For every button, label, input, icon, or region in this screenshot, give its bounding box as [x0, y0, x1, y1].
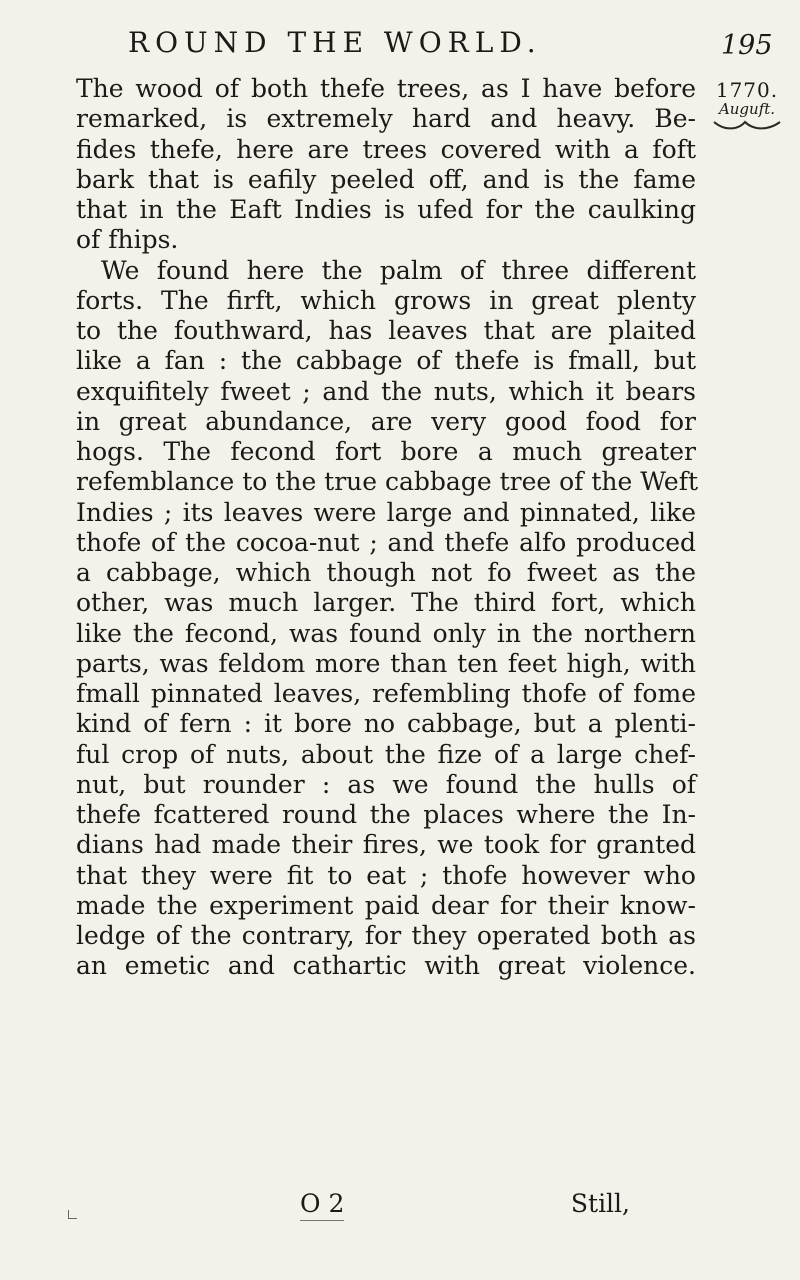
text-line: an emetic and cathartic with great violence.	[76, 951, 696, 981]
signature-mark: O 2	[300, 1189, 345, 1218]
text-line: exquifitely fweet ; and the nuts, which it bears	[76, 376, 696, 406]
text-line: ledge of the contrary, for they operated both as	[76, 921, 696, 950]
text-line: kind of fern : it bore no cabbage, but a plenti-	[76, 709, 696, 739]
margin-month: Auguft.	[718, 100, 776, 118]
text-line: fides thefe, here are trees covered with a foft	[76, 134, 696, 164]
text-line: dians had made their fires, we took for granted	[76, 830, 696, 860]
margin-year: 1770.	[715, 78, 779, 102]
text-line: that in the Eaft Indies is ufed for the caulking	[76, 195, 696, 224]
text-line: that they were fit to eat ; thofe however who	[76, 860, 696, 890]
text-line: parts, was feldom more than ten feet high, with	[76, 648, 696, 678]
page-number: 195	[721, 30, 773, 61]
corner-mark-icon	[68, 1210, 77, 1219]
text-line: in great abundance, are very good food for	[76, 406, 696, 436]
text-line: of fhips.	[76, 225, 179, 255]
text-line: remarked, is extremely hard and heavy. Be-	[76, 104, 696, 134]
margin-brace-icon	[712, 119, 782, 133]
margin-note	[712, 80, 782, 136]
text-line: ful crop of nuts, about the fize of a large chef-	[76, 739, 696, 769]
text-line: We found here the palm of three different	[101, 255, 696, 285]
text-line: a cabbage, which though not fo fweet as the	[76, 558, 696, 587]
running-header: ROUND THE WORLD.	[128, 26, 542, 59]
text-line: fmall pinnated leaves, refembling thofe of fome	[76, 679, 696, 708]
text-line: forts. The firft, which grows in great plenty	[76, 285, 696, 315]
text-line: nut, but rounder : as we found the hulls of	[76, 769, 696, 799]
text-line: other, was much larger. The third fort, which	[76, 588, 696, 618]
text-line: hogs. The fecond fort bore a much greater	[76, 437, 696, 466]
text-line: refemblance to the true cabbage tree of the Weft	[76, 467, 699, 497]
text-line: thefe fcattered round the places where the In-	[76, 800, 696, 829]
text-line: like a fan : the cabbage of thefe is fmall, but	[76, 346, 696, 376]
text-line: Indies ; its leaves were large and pinnated, like	[76, 497, 696, 527]
text-line: made the experiment paid dear for their know-	[76, 890, 696, 920]
text-line: bark that is eafily peeled off, and is the fame	[76, 164, 696, 194]
body-text	[76, 74, 699, 982]
text-line: The wood of both thefe trees, as I have before	[76, 74, 696, 103]
text-line: like the fecond, was found only in the northern	[76, 618, 696, 648]
text-line: to the fouthward, has leaves that are plaited	[76, 316, 696, 345]
catchword: Still,	[570, 1189, 630, 1218]
text-line: thofe of the cocoa-nut ; and thefe alfo produced	[76, 527, 696, 557]
